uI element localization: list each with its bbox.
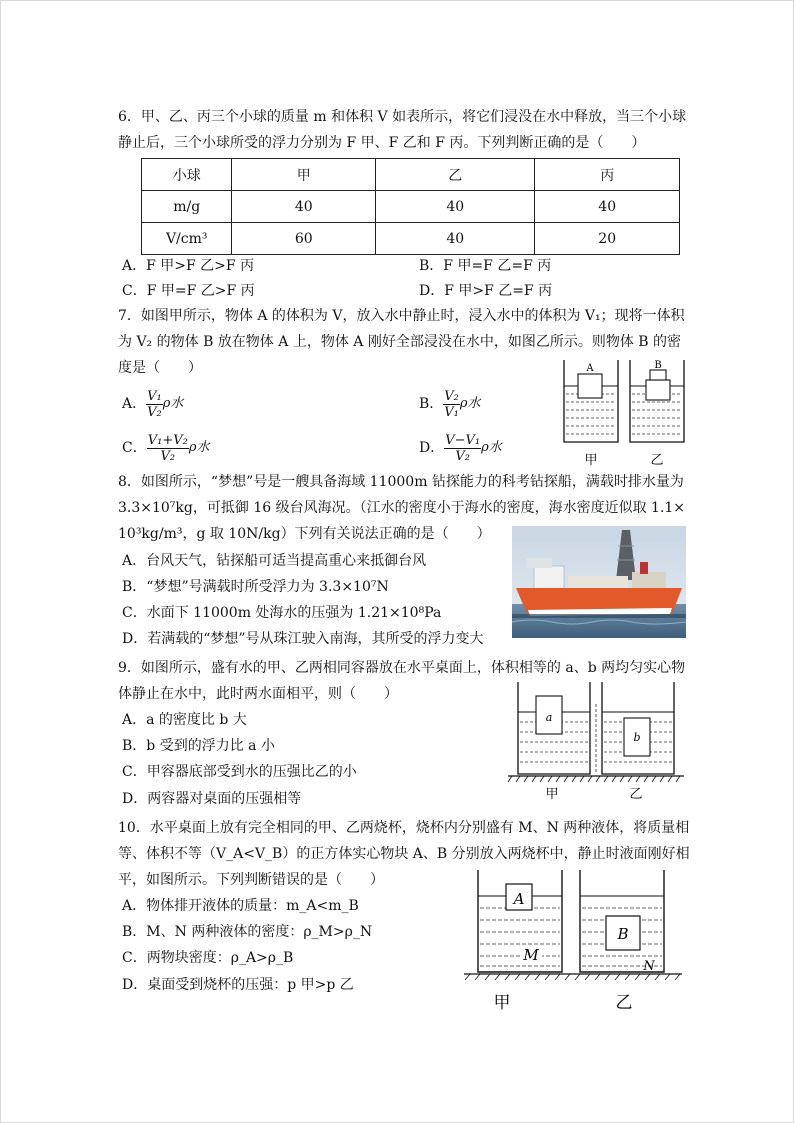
table-header-row <box>142 159 680 191</box>
table-cell: m/g <box>142 191 232 223</box>
table-cell: 甲 <box>232 159 376 191</box>
q9-figure <box>506 678 686 802</box>
rho-water: ρ水 <box>188 440 210 455</box>
table-cell: 40 <box>376 223 535 255</box>
fraction <box>443 389 460 420</box>
numerator: V₂ <box>444 388 459 404</box>
q8-stem-line1: 8．如图所示，“梦想”号是一艘具备海域 11000m 钻探能力的科考钻探船，满载时排水量为 <box>118 474 684 490</box>
numerator: V₁+V₂ <box>147 432 188 448</box>
denominator: V₂ <box>147 404 162 420</box>
q6-option-b[interactable]: B．F 甲=F 乙=F 丙 <box>419 258 552 274</box>
q9-option-a[interactable]: A．a 的密度比 b 大 <box>122 712 247 728</box>
table-cell: 乙 <box>376 159 535 191</box>
q10-stem-line1: 10．水平桌面上放有完全相同的甲、乙两烧杯，烧杯内分别盛有 M、N 两种液体，将质量相 <box>118 820 690 836</box>
q6-option-a[interactable]: A．F 甲>F 乙>F 丙 <box>122 258 255 274</box>
block-a-label: A <box>586 363 594 374</box>
option-label: A． <box>122 396 147 412</box>
q8-stem-line3: 10³kg/m³，g 取 10N/kg）下列有关说法正确的是（ ） <box>118 526 491 542</box>
q7-stem-line1: 7．如图甲所示，物体 A 的体积为 V，放入水中静止时，浸入水中的体积为 V₁；现将一体积 <box>118 308 685 324</box>
q8-option-b[interactable]: B．“梦想”号满载时所受浮力为 3.3×10⁷N <box>122 579 389 595</box>
caption-jia: 甲 <box>545 787 559 802</box>
q7-option-a[interactable] <box>122 386 183 422</box>
rho-water: ρ水 <box>459 396 481 411</box>
q10-option-b[interactable]: B．M、N 两种液体的密度：ρ_M>ρ_N <box>122 924 373 940</box>
caption-yi: 乙 <box>650 453 664 468</box>
q8-option-d[interactable]: D．若满载的“梦想”号从珠江驶入南海，其所受的浮力变大 <box>122 631 484 647</box>
caption-jia: 甲 <box>584 453 598 468</box>
caption-yi: 乙 <box>629 787 643 802</box>
liquid-n-label: N <box>643 959 655 974</box>
table-cell: 20 <box>535 223 680 255</box>
q8-stem-line2: 3.3×10⁷kg，可抵御 16 级台风海况。（江水的密度小于海水的密度，海水密度近似取 1.1× <box>118 500 686 516</box>
q10-option-d[interactable]: D．桌面受到烧杯的压强：p 甲>p 乙 <box>122 977 354 993</box>
denominator: V₂ <box>160 448 176 464</box>
option-label: C． <box>122 440 147 456</box>
caption-yi: 乙 <box>615 993 633 1013</box>
denominator: V₁ <box>444 404 459 420</box>
caption-jia: 甲 <box>493 993 511 1013</box>
q7-stem-line2: 为 V₂ 的物体 B 放在物体 A 上，物体 A 刚好全部浸没在水中，如图乙所示。则物体 B 的密 <box>118 334 682 350</box>
q6-data-table <box>141 158 680 255</box>
q9-stem-line1: 9．如图所示，盛有水的甲、乙两相同容器放在水平桌面上，体积相等的 a、b 两均匀实心物 <box>118 660 686 676</box>
q7-option-c[interactable] <box>122 430 209 466</box>
block-b-label: B <box>654 360 662 371</box>
q9-option-c[interactable]: C．甲容器底部受到水的压强比乙的小 <box>122 764 357 780</box>
q9-option-d[interactable]: D．两容器对桌面的压强相等 <box>122 791 302 807</box>
q7-option-d[interactable] <box>419 430 502 466</box>
option-label: D． <box>419 440 445 456</box>
option-label: B． <box>419 396 444 412</box>
q6-stem-line1: 6．甲、乙、丙三个小球的质量 m 和体积 V 如表所示，将它们浸没在水中释放，当三个小球 <box>118 109 687 125</box>
fraction <box>444 433 481 464</box>
q10-option-c[interactable]: C．两物块密度：ρ_A>ρ_B <box>122 950 294 966</box>
drilling-ship-photo <box>512 526 686 638</box>
q6-option-d[interactable]: D．F 甲>F 乙=F 丙 <box>419 283 553 299</box>
denominator: V₂ <box>455 448 470 464</box>
q10-option-a[interactable]: A．物体排开液体的质量：m_A<m_B <box>122 898 359 914</box>
table-row <box>142 191 680 223</box>
q10-stem-line2: 等、体积不等（V_A<V_B）的正方体实心物块 A、B 分别放入两烧杯中，静止时液面刚好相 <box>118 846 690 862</box>
q7-figure <box>558 356 690 470</box>
table-cell: 40 <box>376 191 535 223</box>
table-row <box>142 223 680 255</box>
fraction <box>146 389 163 420</box>
q9-option-b[interactable]: B．b 受到的浮力比 a 小 <box>122 738 275 754</box>
table-cell: 60 <box>232 223 376 255</box>
fraction <box>147 433 189 464</box>
q8-option-a[interactable]: A．台风天气，钻探船可适当提高重心来抵御台风 <box>122 553 427 569</box>
block-a-label: a <box>545 711 553 724</box>
numerator: V₁ <box>147 388 162 404</box>
rho-water: ρ水 <box>481 440 502 455</box>
q10-stem-line3: 平，如图所示。下列判断错误的是（ ） <box>118 872 384 888</box>
q6-option-c[interactable]: C．F 甲=F 乙>F 丙 <box>122 283 255 299</box>
q7-stem-line3: 度是（ ） <box>118 360 202 376</box>
q10-figure <box>460 866 686 1016</box>
block-a-label: A <box>513 890 525 908</box>
rho-water: ρ水 <box>162 396 184 411</box>
table-cell: V/cm³ <box>142 223 232 255</box>
q8-option-c[interactable]: C．水面下 11000m 处海水的压强为 1.21×10⁸Pa <box>122 605 442 621</box>
numerator: V−V₁ <box>445 432 481 448</box>
block-b-label: b <box>633 731 641 744</box>
table-cell: 40 <box>232 191 376 223</box>
liquid-m-label: M <box>523 946 539 964</box>
table-cell: 丙 <box>535 159 680 191</box>
table-cell: 小球 <box>142 159 232 191</box>
block-b-label: B <box>617 925 629 943</box>
q9-stem-line2: 体静止在水中，此时两水面相平，则（ ） <box>118 686 398 702</box>
container-yi <box>630 360 684 442</box>
table-cell: 40 <box>535 191 680 223</box>
q7-option-b[interactable] <box>419 386 481 422</box>
q6-stem-line2: 静止后，三个小球所受的浮力分别为 F 甲、F 乙和 F 丙。下列判断正确的是（ ） <box>118 135 646 151</box>
